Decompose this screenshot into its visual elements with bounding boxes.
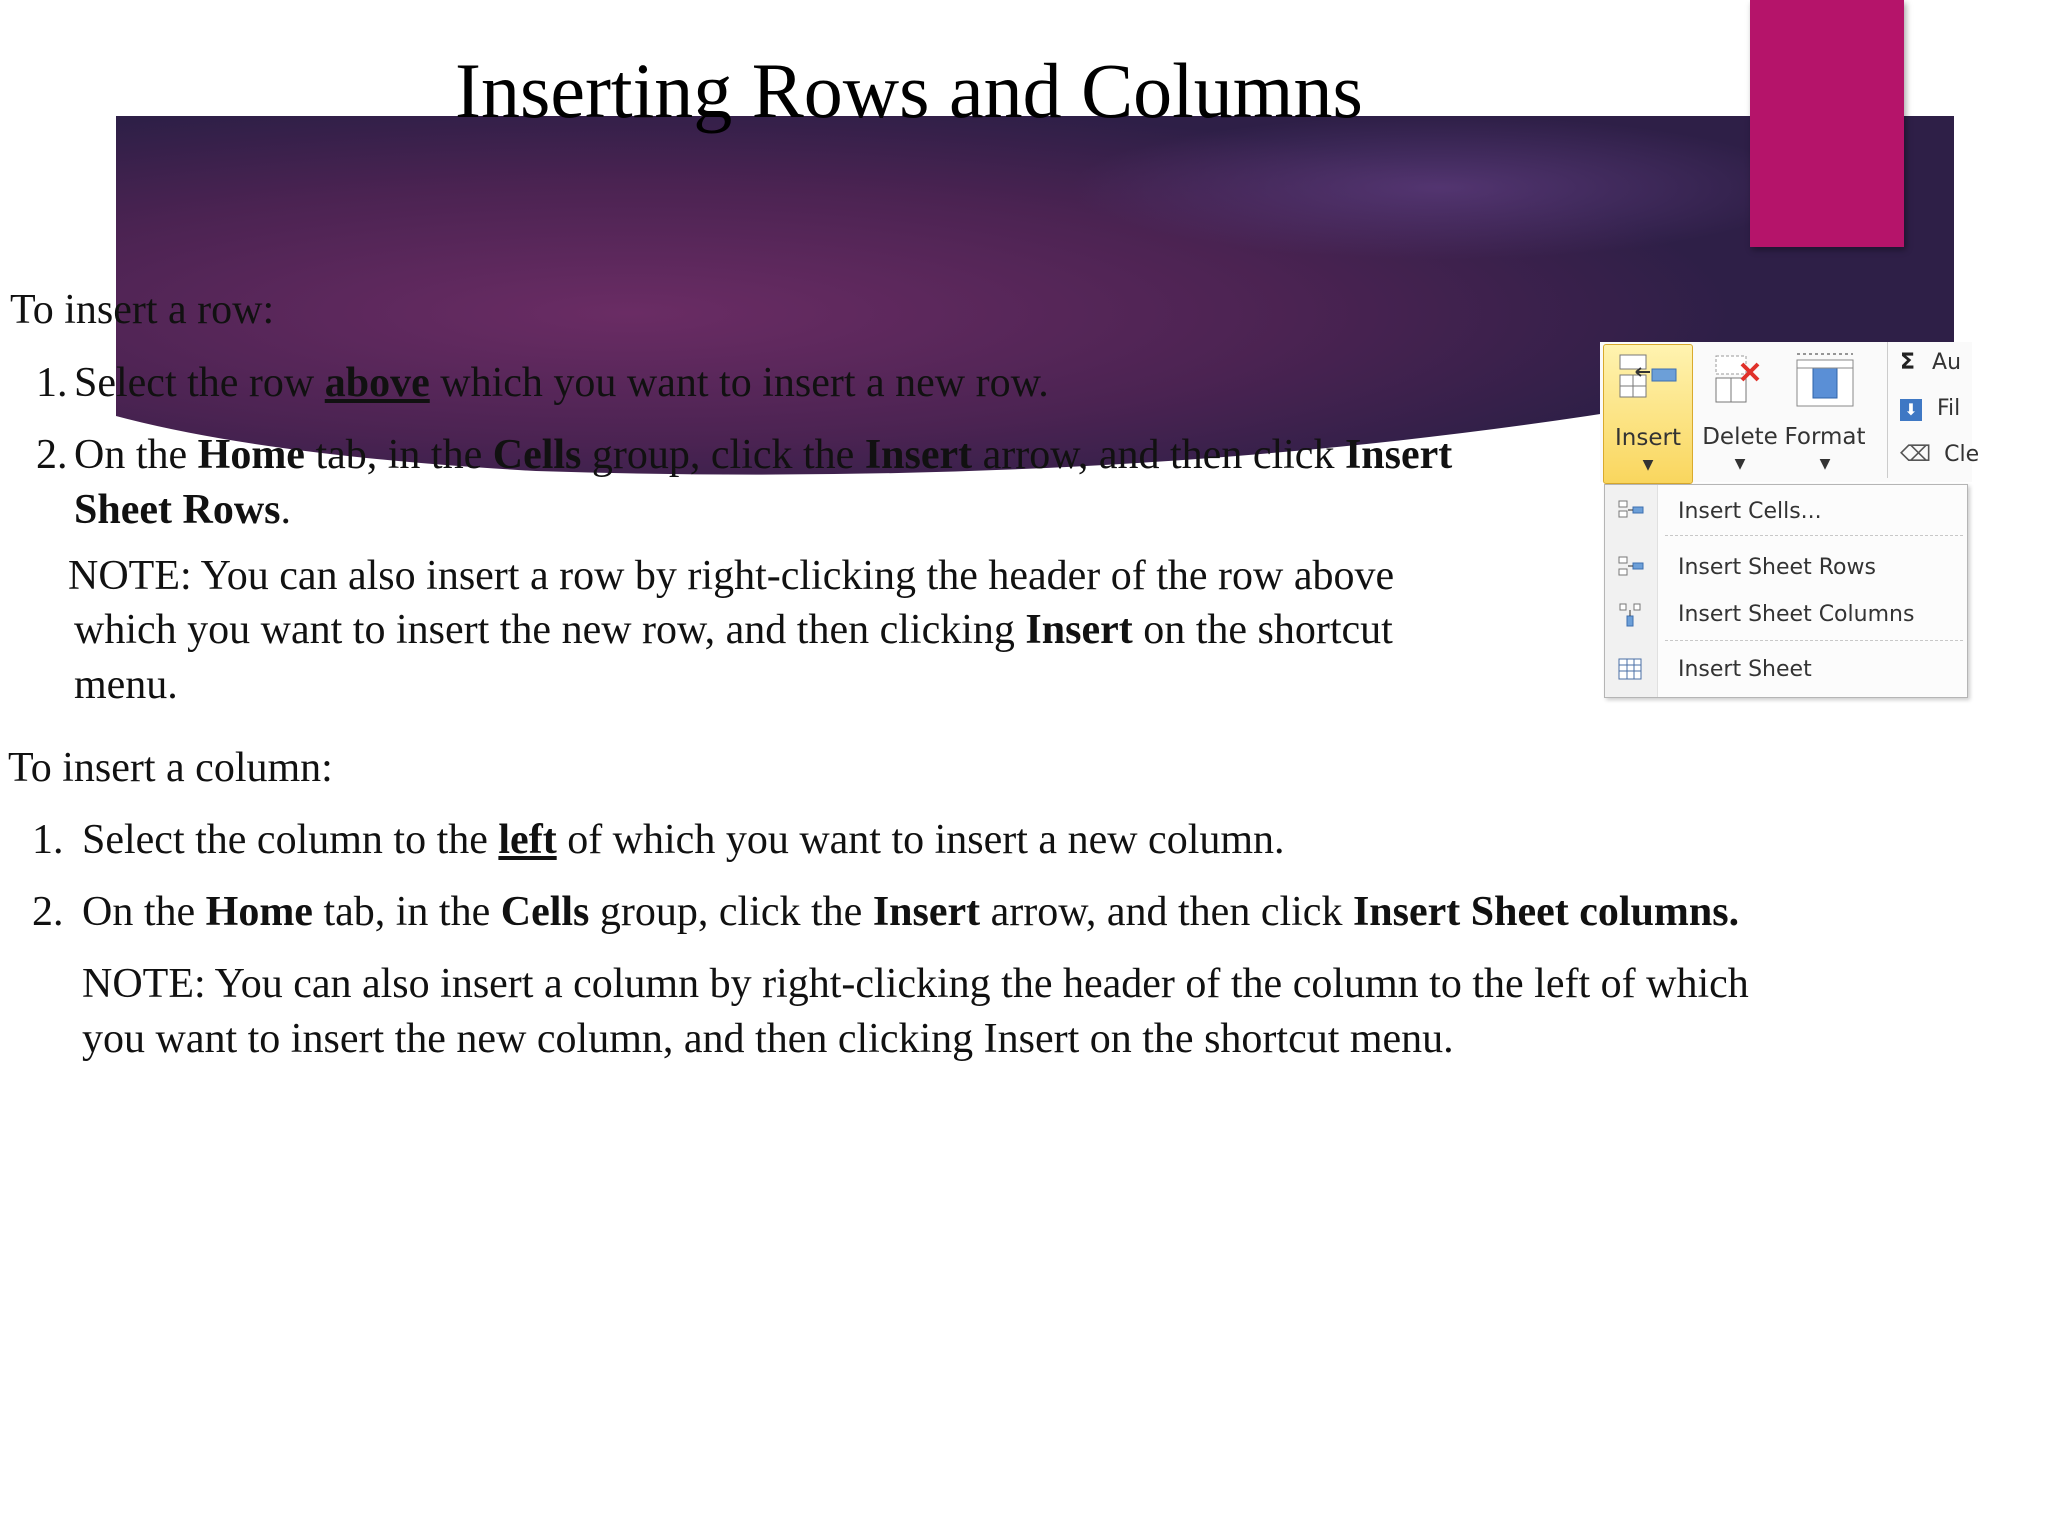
sigma-icon: Σ xyxy=(1900,350,1916,375)
insert-dropdown-menu xyxy=(1604,484,1968,698)
ribbon-separator xyxy=(1887,342,1888,478)
row-step-1-number: 1. xyxy=(36,360,68,406)
row-step-1 xyxy=(36,355,1049,411)
column-heading: To insert a column: xyxy=(8,745,333,791)
insert-rows-icon xyxy=(1617,555,1645,581)
menu-item-label: Insert Cells... xyxy=(1678,499,1822,524)
text-run: Select the column to the xyxy=(82,817,499,863)
clear-button[interactable] xyxy=(1900,442,1979,467)
text-run: which you want to insert the new row, and then clicking xyxy=(74,607,1026,653)
column-note-line-2: you want to insert the new column, and then clicking Insert on the shortcut menu. xyxy=(82,1016,1454,1062)
autosum-label: Au xyxy=(1932,350,1962,375)
bold-run: Insert xyxy=(864,432,973,478)
insert-columns-icon xyxy=(1617,602,1645,628)
bold-run: Cells xyxy=(492,432,582,478)
delete-label: Delete xyxy=(1702,424,1778,450)
row-note-line-1: NOTE: You can also insert a row by right-clicking the header of the row above xyxy=(68,553,1395,599)
text-run: . xyxy=(280,487,291,533)
text-run: group, click the xyxy=(581,432,865,478)
insert-button[interactable] xyxy=(1603,344,1693,484)
menu-item-insert-sheet[interactable] xyxy=(1605,649,1967,693)
autosum-button[interactable] xyxy=(1900,350,1961,375)
menu-item-label: Insert Sheet Columns xyxy=(1678,602,1915,627)
fill-label: Fil xyxy=(1937,396,1961,421)
insert-sheet-icon xyxy=(1617,657,1645,683)
column-step-1 xyxy=(32,812,1285,868)
ribbon-cells-group xyxy=(1600,342,1980,482)
menu-item-insert-sheet-rows[interactable] xyxy=(1605,547,1967,591)
column-step-2-number: 2. xyxy=(32,889,64,935)
format-button[interactable] xyxy=(1782,344,1868,482)
insert-label: Insert xyxy=(1615,425,1681,451)
row-note-line-3: menu. xyxy=(74,662,178,708)
text-run: On the xyxy=(82,889,206,935)
bold-run: Insert Sheet columns. xyxy=(1352,889,1740,935)
row-step-1-emphasis: above xyxy=(324,360,430,406)
row-step-1-text-end: which you want to insert a new row. xyxy=(429,360,1049,406)
menu-item-insert-cells[interactable] xyxy=(1605,491,1967,535)
bold-run: Home xyxy=(197,432,305,478)
chevron-down-icon: ▼ xyxy=(1642,457,1654,473)
bold-run: Sheet Rows xyxy=(74,487,281,533)
column-note-line-1: NOTE: You can also insert a column by right-clicking the header of the column to the left of which xyxy=(82,961,1749,1007)
bold-run: Insert xyxy=(1025,607,1133,653)
text-run: of which you want to insert a new column. xyxy=(556,817,1285,863)
delete-cells-icon xyxy=(1708,350,1772,410)
text-run: group, click the xyxy=(589,889,873,935)
menu-item-label: Insert Sheet xyxy=(1678,657,1812,682)
chevron-down-icon: ▼ xyxy=(1734,456,1746,472)
menu-divider xyxy=(1665,535,1963,536)
fill-down-icon: ⬇ xyxy=(1900,399,1922,421)
eraser-icon: ⌫ xyxy=(1900,442,1932,467)
bold-run: Insert xyxy=(872,889,981,935)
accent-bar xyxy=(1750,0,1904,247)
column-step-2 xyxy=(32,884,1739,940)
menu-item-label: Insert Sheet Rows xyxy=(1678,555,1876,580)
insert-cells-small-icon xyxy=(1617,499,1645,525)
row-step-2 xyxy=(36,427,1452,483)
menu-item-insert-sheet-columns[interactable] xyxy=(1605,594,1967,638)
row-note-line-2 xyxy=(74,602,1393,658)
bold-run: Home xyxy=(205,889,313,935)
text-run: On the xyxy=(74,432,198,478)
clear-label: Cle xyxy=(1944,442,1980,467)
bold-run: Cells xyxy=(500,889,590,935)
menu-divider xyxy=(1665,640,1963,641)
format-cells-icon xyxy=(1791,350,1859,412)
insert-cells-icon xyxy=(1616,351,1680,411)
delete-button[interactable] xyxy=(1696,344,1784,482)
text-run: tab, in the xyxy=(304,432,493,478)
slide-title: Inserting Rows and Columns xyxy=(455,47,1363,134)
row-heading: To insert a row: xyxy=(10,287,275,333)
text-run: tab, in the xyxy=(312,889,501,935)
row-step-2-cont xyxy=(74,482,291,538)
bold-run: Insert xyxy=(1344,432,1453,478)
text-run: arrow, and then click xyxy=(972,432,1345,478)
column-step-1-emphasis: left xyxy=(498,817,557,863)
text-run: arrow, and then click xyxy=(980,889,1353,935)
chevron-down-icon: ▼ xyxy=(1819,456,1831,472)
fill-button[interactable] xyxy=(1900,396,1960,421)
text-run: on the shortcut xyxy=(1132,607,1393,653)
column-step-1-number: 1. xyxy=(32,817,64,863)
row-step-2-number: 2. xyxy=(36,432,68,478)
format-label: Format xyxy=(1784,424,1866,450)
row-step-1-text: Select the row xyxy=(74,360,325,406)
